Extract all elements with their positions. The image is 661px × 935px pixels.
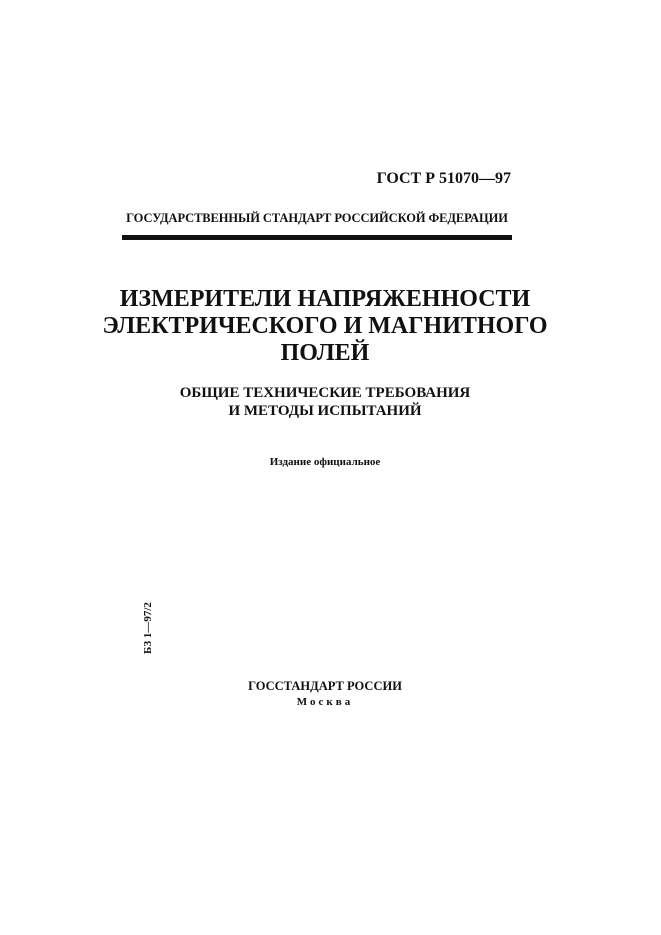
- heading-rule: [122, 235, 512, 240]
- title-line: ЭЛЕКТРИЧЕСКОГО И МАГНИТНОГО: [102, 313, 548, 339]
- document-subtitle: [100, 384, 550, 420]
- publisher: ГОССТАНДАРТ РОССИИ: [248, 679, 402, 693]
- subtitle-line: ОБЩИЕ ТЕХНИЧЕСКИЕ ТРЕБОВАНИЯ: [179, 385, 471, 401]
- side-code: БЗ 1—97/2: [142, 602, 154, 654]
- standard-heading: ГОСУДАРСТВЕННЫЙ СТАНДАРТ РОССИЙСКОЙ ФЕДЕРАЦИИ: [126, 211, 508, 225]
- document-title: [100, 286, 550, 367]
- edition-note: Издание официальное: [269, 456, 381, 468]
- title-line: ПОЛЕЙ: [280, 340, 370, 366]
- city: Москва: [296, 696, 354, 708]
- document-number: ГОСТ Р 51070—97: [376, 170, 511, 187]
- subtitle-line: И МЕТОДЫ ИСПЫТАНИЙ: [228, 403, 422, 419]
- title-line: ИЗМЕРИТЕЛИ НАПРЯЖЕННОСТИ: [119, 286, 531, 312]
